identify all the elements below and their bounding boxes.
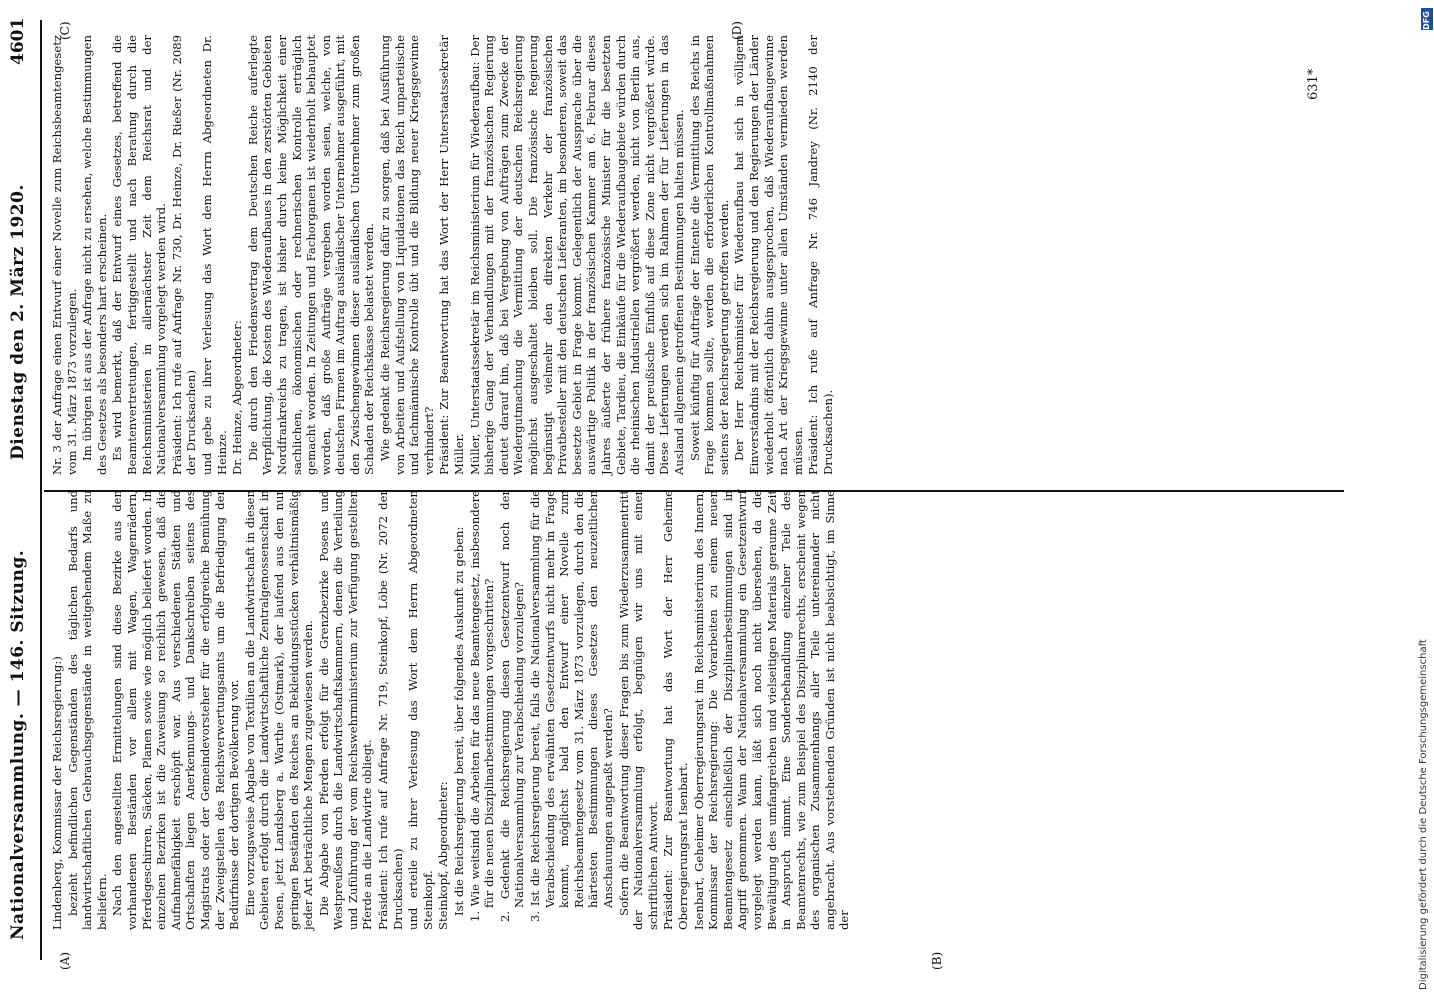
right-paragraph: Dr. Heinze, Abgeordneter: — [230, 320, 245, 475]
right-paragraph: Soweit künftig für Aufträge der Entente die Vermittlung des Reichs in Frage kommen sollte, werden die erforderlichen Kontrollmaßnahmen seitens der Reichsregierung getroffen werden. — [687, 35, 731, 475]
right-paragraph: und gebe zu ihrer Verlesung das Wort dem Herrn Abgeordneten Dr. Heinze. — [199, 35, 229, 475]
left-paragraph: Die Abgabe von Pferden erfolgt für die Grenzbezirke Posens und Westpreußens durch die Landwirtschaftskammern, denen die Verteilung und Zuführung der vom Reichswehrministerium zur Verfügung gestellten Pferde an die Landwirte obliegt. — [316, 490, 375, 930]
left-paragraph: Präsident: Ich rufe auf Anfrage Nr. 719, Steinkopf, Löbe (Nr. 2072 der Drucksachen) — [376, 490, 405, 930]
header-right: Dienstag den 2. März 1920. — [8, 184, 28, 460]
right-paragraph: Nr. 3 der Anfrage einen Entwurf einer Novelle zum Reichsbeamtengesetz vom 31. März 1873 vorzulegen. — [50, 35, 79, 475]
marker-b: (B) — [930, 951, 944, 970]
left-paragraph: 3. Ist die Reichsregierung bereit, falls die Nationalversammlung für die Verabschiedung des erwähnten Gesetzentwurfs nicht mehr in Frage kommt, möglichst bald den Entwurf einer Novelle zum Reichsbeamtengesetz vom 31. März 1873 vorzulegen, durch den die härtesten Bestimmungen dieses Gesetzes den neuzeitlichen Anschauungen angepaßt werden? — [528, 490, 615, 922]
left-paragraph: Eine vorzugsweise Abgabe von Textilien an die Landwirtschaft in diesen Gebieten erfolgt durch die Landwirtschaftliche Zentralgenossenschaft in Posen, jetzt Landsberg a. Warthe (Ostmark), der laufend aus den nur geringen Beständen des Reiches an Bekleidungsstücken verhältnismäßig jeder Art beträchtliche Mengen zugewiesen werden. — [242, 490, 316, 930]
right-paragraph: Im übrigen ist aus der Anfrage nicht zu ersehen, welche Bestimmungen des Gesetzes als besonders hart erscheinen. — [80, 35, 109, 475]
left-paragraph: 2. Gedenkt die Reichsregierung diesen Gesetzentwurf noch der Nationalversammlung zur Verabschiedung vorzulegen? — [497, 490, 527, 922]
dfg-logo-badge — [1421, 8, 1433, 30]
left-column — [50, 490, 853, 930]
watermark-strip — [1418, 10, 1432, 990]
right-paragraph: Wie gedenkt die Reichsregierung dafür zu sorgen, daß bei Ausführung von Arbeiten und Aufstellung von Liquidationen das Reich unparteiische und fachmännische Kontrolle übt und die Bildung neuer Kriegsgewinne verhindert? — [378, 35, 436, 475]
left-paragraph: Präsident: Zur Beantwortung hat das Wort der Herr Geheime Oberregierungsrat Isenbart. — [661, 490, 690, 930]
page-number: 4601 — [8, 17, 28, 65]
right-paragraph: Der Herr Reichsminister für Wiederaufbau hat sich in völligem Einverständnis mit der Reichsregierung und den Regierungen der Länder wiederholt öffentlich dahin ausgesprochen, daß Wiederaufbaugewinne nach Art der Kriegsgewinne unter allen Umständen vermieden werden müssen. — [732, 35, 805, 475]
column-divider — [44, 490, 1344, 492]
left-paragraph: Steinkopf, Abgeordneter: — [436, 781, 451, 930]
dfg-badge-text: DFG — [1421, 11, 1431, 30]
watermark-text: Digitalisierung gefördert durch die Deutsche Forschungsgemeinschaft — [1418, 639, 1429, 990]
left-paragraph: Lindenberg, Kommissar der Reichsregierung:) — [50, 656, 64, 930]
left-paragraph: und erteile zu ihrer Verlesung das Wort dem Herrn Abgeordneten Steinkopf. — [406, 490, 435, 930]
left-paragraph: Sofern die Beantwortung dieser Fragen bis zum Wiederzusammentritt der Nationalversammlung erfolgt, begnügen wir uns mit einer schriftlichen Antwort. — [616, 490, 660, 930]
header-left: Nationalversammlung. — 146. Sitzung. — [8, 549, 28, 940]
right-paragraph: Die durch den Friedensvertrag dem Deutschen Reiche auferlegte Verpflichtung, die Kosten des Wiederaufbaues in den zerstörten Gebieten Nordfrankreichs zu tragen, ist bisher durch keine Möglichkeit einer sachlichen, ökonomischen oder rechnerischen Kontrolle erträglich gemacht worden. In Zeitungen und Fachorganen ist wiederholt behauptet worden, daß große Aufträge vergeben worden seien, welche, von deutschen Firmen im Auftrag ausländischer Unternehmer ausgeführt, mit den Zwischengewinnen dieser ausländischen Unternehmer zum großen Schaden der Reichskasse belastet werden. — [245, 35, 377, 475]
right-paragraph: Präsident: Ich rufe auf Anfrage Nr. 746 Jandrey (Nr. 2140 der Drucksachen). — [806, 35, 835, 475]
left-paragraph: Isenbart, Geheimer Oberregierungsrat im Reichsministerium des Innern, Kommissar der Reichsregierung: Die Vorarbeiten zu einem neuen Beamtengesetz einschließlich der Disziplinarbestimmungen sind in Angriff genommen. Wann der Nationalversammlung ein Gesetzentwurf vorgelegt werden kann, läßt sich noch nicht übersehen, da die Bewältigung des umfangreichen und vielseitigen Materials geraume Zeit in Anspruch nimmt. Eine Sonderbehandlung einzelner Teile des Beamtenrechts, wie zum Beispiel des Disziplinarrechts, erscheint wegen des organischen Zusammenhangs aller Teile untereinander nicht angebracht. Aus vorstehenden Gründen ist nicht beabsichtigt, im Sinne der — [691, 490, 852, 930]
left-paragraph: 1. Wie weitsind die Arbeiten für das neue Beamtengesetz, insbesondere für die neuen Disziplinarbestimmungen vorgeschritten? — [467, 490, 497, 922]
header-rule — [40, 20, 42, 960]
marker-c: (C) — [58, 21, 72, 40]
page-header — [0, 0, 44, 1000]
right-paragraph: Es wird bemerkt, daß der Entwurf eines Gesetzes, betreffend die Beamtenvertretungen, fertiggestellt und nach Beratung durch die Reichsministerien in allernächster Zeit dem Reichsrat und der Nationalversammlung vorgelegt werden wird. — [110, 35, 169, 475]
marker-d: (D) — [730, 21, 744, 40]
right-paragraph: Müller, Unterstaatssekretär im Reichsministerium für Wiederaufbau: Der bisherige Gang der Verhandlungen mit der französischen Regierung deutet darauf hin, daß bei Vergebung von Aufträgen zum Zwecke der Wiedergutmachung die Vermittlung der deutschen Reichsregierung möglichst ausgeschaltet bleiben soll. Die französische Regierung begünstigt vielmehr den direkten Verkehr der französischen Privatbesteller mit den deutschen Lieferanten, im besonderen, soweit das besetzte Gebiet in Frage kommt. Gelegentlich der Aussprache über die auswärtige Politik in der französischen Kammer am 6. Februar dieses Jahres äußerte der frühere französische Minister für die besetzten Gebiete, Tardieu, die Einkäufe für die Wiederaufbaugebiete würden durch die rheinischen Industriellen vergrößert werden, nicht von Berlin aus, damit der preußische Einfluß auf diese Zone nicht vergrößert würde. Diese Lieferungen werden sich im Rahmen der für Lieferungen in das Ausland allgemein getroffenen Bestimmungen halten müssen. — [467, 35, 686, 475]
right-paragraph: Präsident: Ich rufe auf Anfrage Nr. 730, Dr. Heinze, Dr. Rießer (Nr. 2089 der Drucksachen) — [169, 35, 199, 475]
left-paragraph: bezieht befindlichen Gegenständen des täglichen Bedarfs und landwirtschaftlichen Gebrauchsgegenstände in weitgehendem Maße zu beliefern. — [65, 490, 109, 930]
marker-a: (A) — [58, 951, 72, 970]
left-paragraph: Ist die Reichsregierung bereit, über folgendes Auskunft zu geben: — [452, 526, 467, 916]
right-paragraph: Präsident: Zur Beantwortung hat das Wort der Herr Unterstaatssekretär Müller. — [437, 35, 467, 475]
right-column — [50, 35, 836, 475]
left-paragraph: Nach den angestellten Ermittelungen sind diese Bezirke aus den vorhandenen Beständen vor allem mit Wagen, Wagenrädern, Pferdegeschirren, Säcken, Planen sowie wie möglich beliefert worden. In einzelnen Bezirken ist die Zuweisung so reichlich gewesen, daß die Aufnahmefähigkeit erschöpft war. Aus verschiedenen Städten und Ortschaften liegen Anerkennungs- und Dankschreiben seitens des Magistrats oder der Gemeindevorsteher für die erfolgreiche Bemühung der Zweigstellen des Reichsverwertungsamts um die Befriedigung der Bedürfnisse der dortigen Bevölkerung vor. — [110, 490, 242, 930]
footer-number: 631* — [1306, 68, 1321, 100]
